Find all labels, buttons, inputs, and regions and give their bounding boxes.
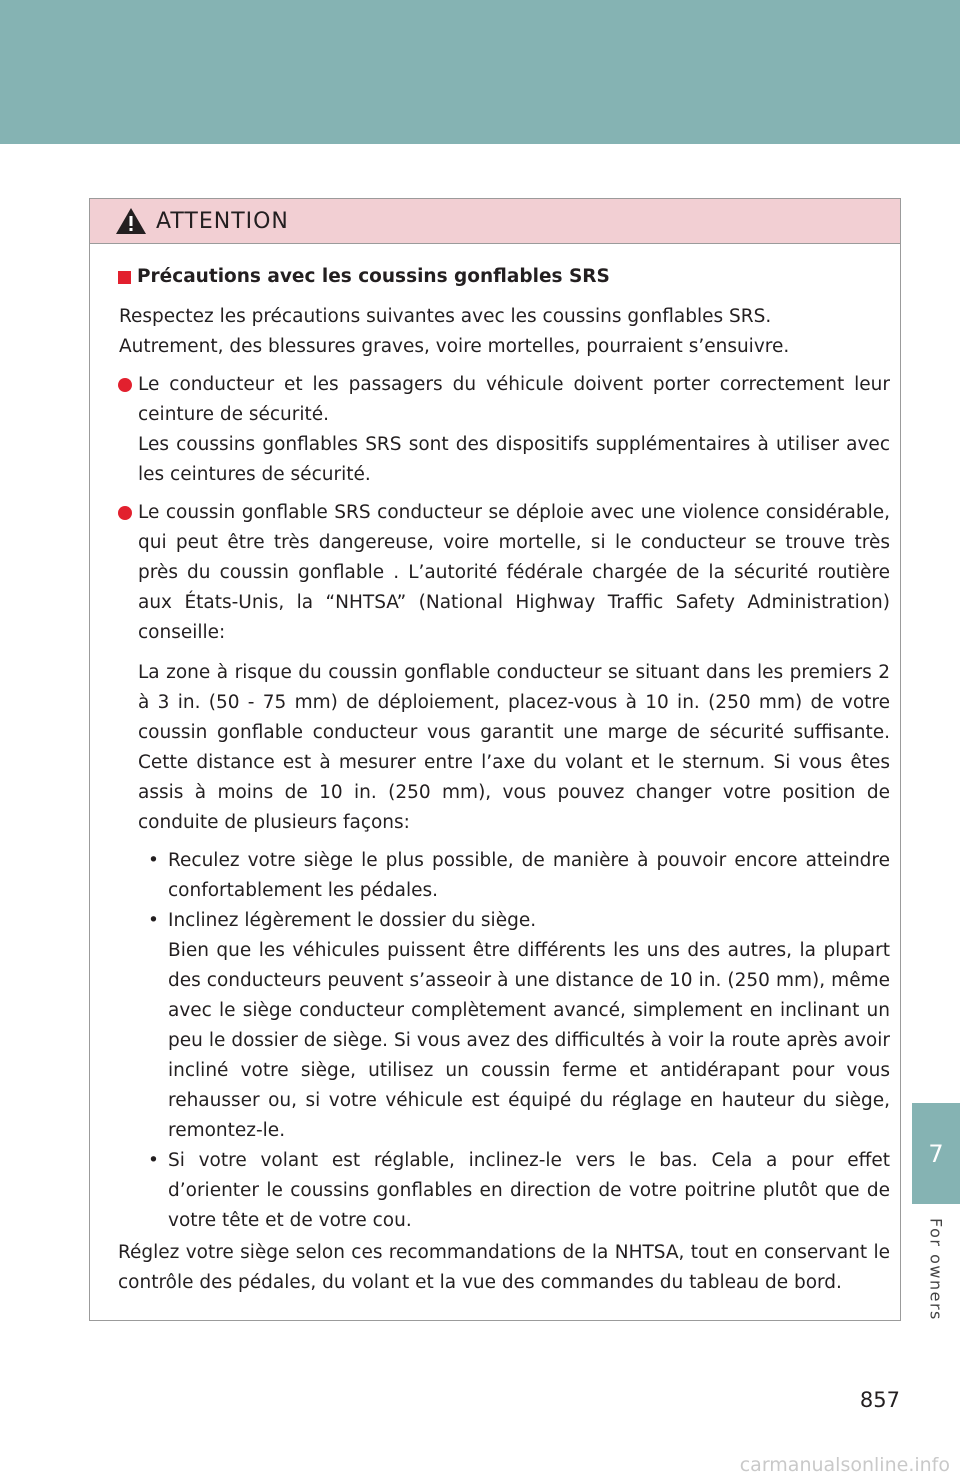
chapter-tab: [912, 1103, 960, 1204]
bullet-item: [118, 370, 890, 490]
header-band: [0, 0, 960, 144]
watermark: carmanualsonline.info: [739, 1454, 950, 1476]
closing-paragraph: Réglez votre siège selon ces recommandations de la NHTSA, tout en conservant le contrôle des pédales, du volant et la vue des commandes du tableau de bord.: [118, 1242, 890, 1293]
bullet-paragraph: La zone à risque du coussin gonflable conducteur se situant dans les premiers 2 à 3 in. (50 - 75 mm) de déploiement, placez-vous à 10 in. (250 mm) de votre coussin gonflable conducteur vous garantit une marge de sécurité suffisante. Cette distance est à mesurer entre l’axe du volant et le sternum. Si vous êtes assis à moins de 10 in. (250 mm), vous pouvez changer votre position de conduite de plusieurs façons:: [138, 662, 890, 833]
list-item: [148, 846, 890, 906]
warning-title: ATTENTION: [156, 208, 289, 234]
red-dot-icon: [118, 378, 132, 392]
chapter-number: 7: [928, 1139, 944, 1168]
list-item-text: Bien que les véhicules puissent être différents les uns des autres, la plupart des conducteurs peuvent s’asseoir à une distance de 10 in. (250 mm), même avec le siège conducteur complètement avancé, simplement en inclinant un peu le dossier de siège. Si vous avez des difficultés à voir la route après avoir incliné votre siège, utilisez un coussin ferme et antidérapant pour vous rehausser ou, si votre véhicule est équipé du réglage en hauteur du siège, remontez-le.: [168, 940, 890, 1141]
section-heading: [118, 262, 890, 292]
red-square-icon: [118, 271, 131, 284]
warning-header: [90, 199, 900, 244]
intro: [119, 302, 890, 362]
sub-list: [138, 846, 890, 1236]
bullet-mark: •: [148, 910, 159, 931]
section-title: Précautions avec les coussins gonflables SRS: [137, 266, 610, 287]
page-number: 857: [859, 1388, 900, 1412]
intro-line: Respectez les précautions suivantes avec les coussins gonflables SRS.: [119, 306, 772, 327]
chapter-label: For owners: [926, 1218, 946, 1321]
list-item-text: Si votre volant est réglable, inclinez-le vers le bas. Cela a pour effet d’orienter le coussins gonflables en direction de votre poitrine plutôt que de votre tête et de votre cou.: [168, 1150, 890, 1231]
list-item-text: Reculez votre siège le plus possible, de manière à pouvoir encore atteindre confortablement les pédales.: [168, 850, 890, 901]
bullet-paragraph: Le coussin gonflable SRS conducteur se déploie avec une violence considérable, qui peut être très dangereuse, voire mortelle, si le conducteur se trouve très près du coussin gonflable . L’autorité fédérale chargée de la sécurité routière aux États-Unis, la “NHTSA” (National Highway Traffic Safety Administration) conseille:: [138, 502, 890, 643]
warning-triangle-icon: [114, 206, 148, 236]
warning-box: [89, 198, 901, 1321]
list-item: [148, 1146, 890, 1236]
list-item-text: Inclinez légèrement le dossier du siège.: [168, 910, 537, 931]
list-item: [148, 906, 890, 1146]
bullet-mark: •: [148, 1150, 159, 1171]
warning-body: [90, 244, 900, 1320]
bullet-mark: •: [148, 850, 159, 871]
bullet-item: [118, 498, 890, 1236]
bullet-paragraph: Les coussins gonflables SRS sont des dispositifs supplémentaires à utiliser avec les ceintures de sécurité.: [138, 434, 890, 485]
intro-line: Autrement, des blessures graves, voire mortelles, pourraient s’ensuivre.: [119, 336, 790, 357]
bullet-paragraph: Le conducteur et les passagers du véhicule doivent porter correctement leur ceinture de sécurité.: [138, 374, 890, 425]
red-dot-icon: [118, 506, 132, 520]
